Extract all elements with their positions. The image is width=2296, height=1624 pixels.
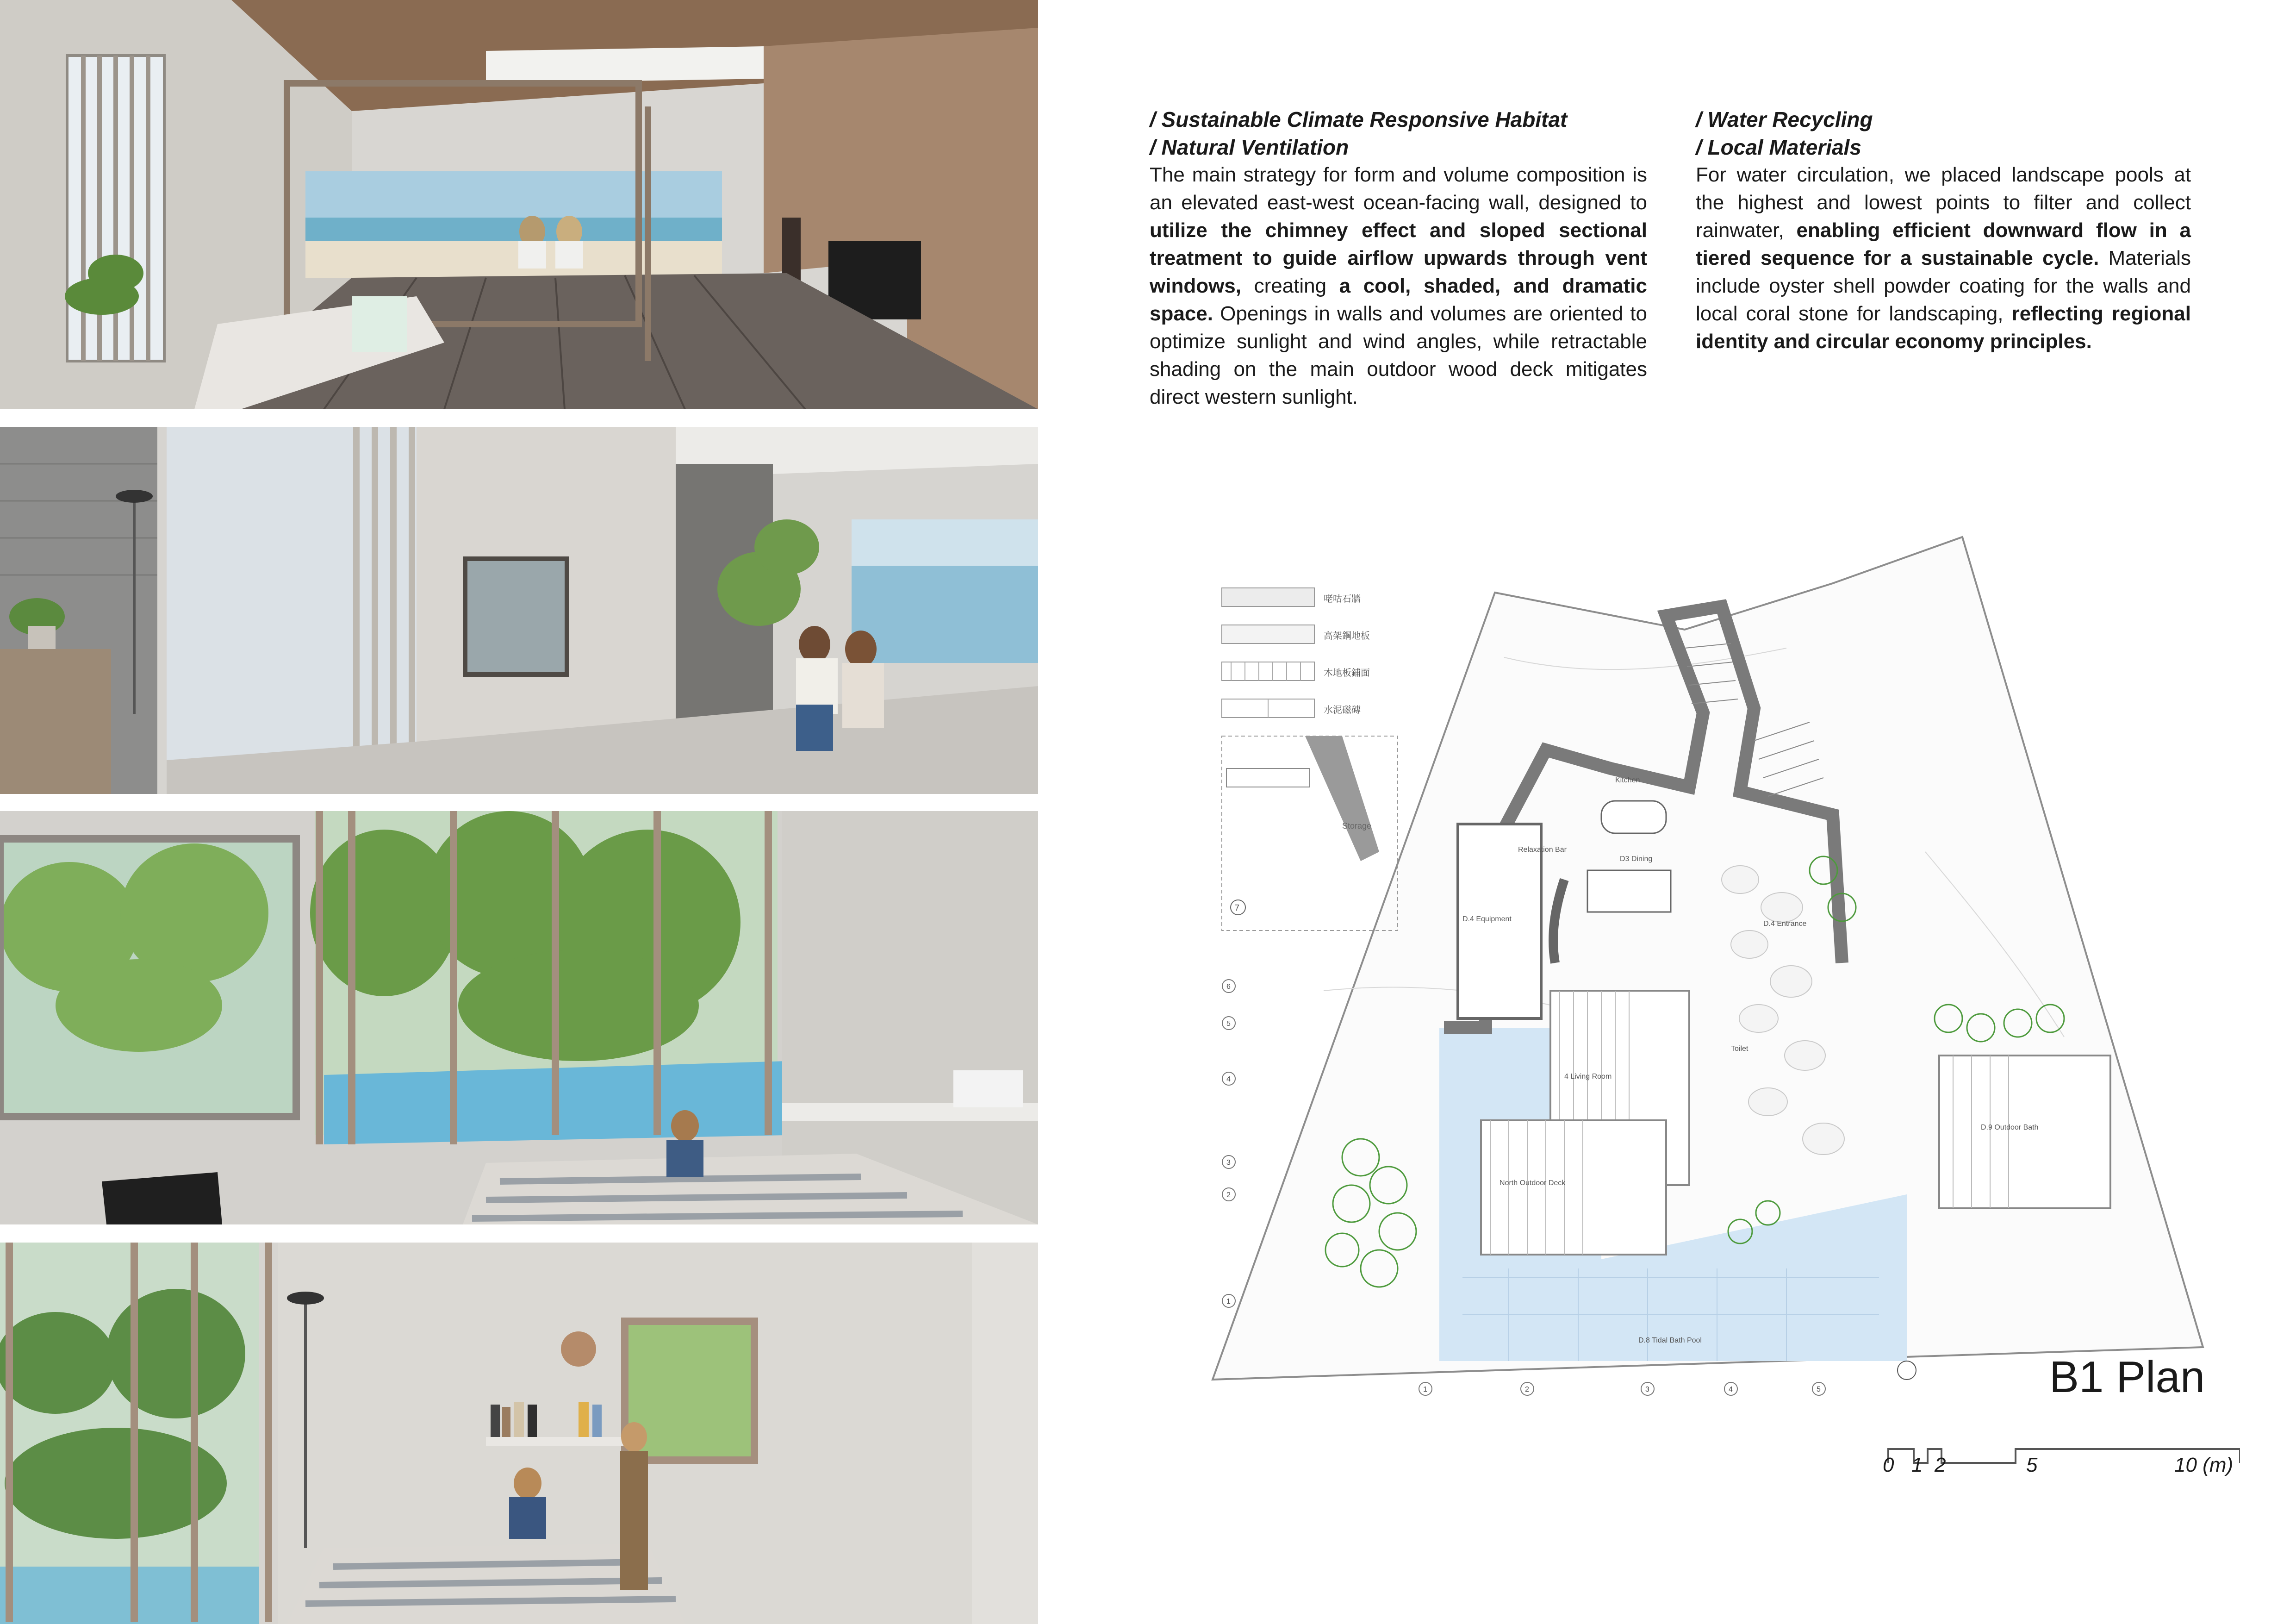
room-label: D.8 Tidal Bath Pool — [1638, 1337, 1702, 1344]
room-label: D.4 Entrance — [1763, 920, 1807, 928]
legend-label: 咾咕石牆 — [1324, 594, 1361, 604]
room-label: Kitchen — [1615, 776, 1640, 784]
body-bold: utilize the chimney effect and sloped sectional treatment to guide airflow upwards through vent windows, — [1150, 219, 1647, 297]
heading-line: / Sustainable Climate Responsive Habitat — [1150, 107, 1568, 131]
section-heading — [1696, 106, 2191, 161]
room-label: Toilet — [1731, 1045, 1748, 1053]
rendering-bedroom-reading — [0, 1243, 1038, 1624]
grid-col-markers — [1419, 1382, 1825, 1395]
rendering-courtyard-deck — [0, 427, 1038, 794]
legend-label: 水泥磁磚 — [1324, 705, 1361, 715]
text-column-water-materials — [1696, 106, 2191, 356]
rendering-living-space — [0, 0, 1038, 409]
body-bold: enabling efficient downward flow in a tiered sequence for a sustainable cycle. — [1696, 219, 2191, 269]
legend-label: 高架鋼地板 — [1324, 631, 1370, 641]
scale-label: 0 — [1883, 1454, 1894, 1476]
svg-text:1: 1 — [1423, 1386, 1427, 1393]
heading-line: / Natural Ventilation — [1150, 135, 1349, 159]
rendering-bedroom-pool — [0, 811, 1038, 1224]
room-label: D3 Dining — [1620, 855, 1653, 863]
svg-text:2: 2 — [1525, 1386, 1529, 1393]
body-text: For water circulation, we placed landscape pools at the highest and lowest points to filter and collect rainwater, — [1696, 163, 2191, 242]
detail-marker: 7 — [1235, 903, 1240, 912]
text-column-ventilation — [1150, 106, 1647, 411]
room-label: Relaxation Bar — [1518, 846, 1567, 854]
body-bold: reflecting regional identity and circular economy principles. — [1696, 302, 2191, 353]
room-label: D.9 Outdoor Bath — [1981, 1124, 2039, 1131]
svg-text:5: 5 — [1226, 1020, 1231, 1028]
body-text: Materials include oyster shell powder coating for the walls and local coral stone for landscaping, — [1696, 247, 2191, 325]
material-legend — [1222, 588, 1370, 718]
svg-text:3: 3 — [1226, 1159, 1231, 1167]
scale-label: 5 — [2026, 1454, 2038, 1476]
outdoor-bath-deck — [1939, 1056, 2110, 1208]
scale-label: 10 (m) — [2174, 1454, 2234, 1476]
section-heading — [1150, 106, 1647, 161]
svg-text:4: 4 — [1226, 1075, 1231, 1083]
section-body — [1150, 161, 1647, 411]
room-label: D.4 Equipment — [1462, 915, 1512, 923]
scale-label: 1 — [1911, 1454, 1923, 1476]
svg-text:3: 3 — [1645, 1386, 1649, 1393]
room-label: North Outdoor Deck — [1500, 1179, 1566, 1187]
room-label: Storage — [1342, 821, 1372, 831]
detail-inset — [1222, 736, 1398, 931]
heading-line: / Local Materials — [1696, 135, 1861, 159]
svg-text:4: 4 — [1729, 1386, 1733, 1393]
body-bold: a cool, shaded, and dramatic space. — [1150, 275, 1647, 325]
body-text: The main strategy for form and volume composition is an elevated east-west ocean-facing wall, designed to — [1150, 163, 1647, 214]
scale-label: 2 — [1935, 1454, 1946, 1476]
room-label: 4 Living Room — [1564, 1073, 1612, 1081]
grid-row-markers — [1222, 980, 1235, 1307]
svg-text:6: 6 — [1226, 983, 1231, 991]
heading-line: / Water Recycling — [1696, 107, 1873, 131]
plan-title: B1 Plan — [2049, 1352, 2205, 1402]
body-text: creating — [1241, 275, 1339, 297]
b1-floor-plan — [1185, 528, 2259, 1430]
legend-label: 木地板鋪面 — [1324, 668, 1370, 678]
body-text: Openings in walls and volumes are oriented to optimize sunlight and wind angles, while retractable shading on the main outdoor wood deck mitigates direct western sunlight. — [1150, 302, 1647, 408]
section-body — [1696, 161, 2191, 356]
svg-text:2: 2 — [1226, 1191, 1231, 1199]
north-arrow-icon — [1898, 1361, 1916, 1380]
svg-text:1: 1 — [1226, 1298, 1231, 1305]
svg-text:5: 5 — [1817, 1386, 1821, 1393]
